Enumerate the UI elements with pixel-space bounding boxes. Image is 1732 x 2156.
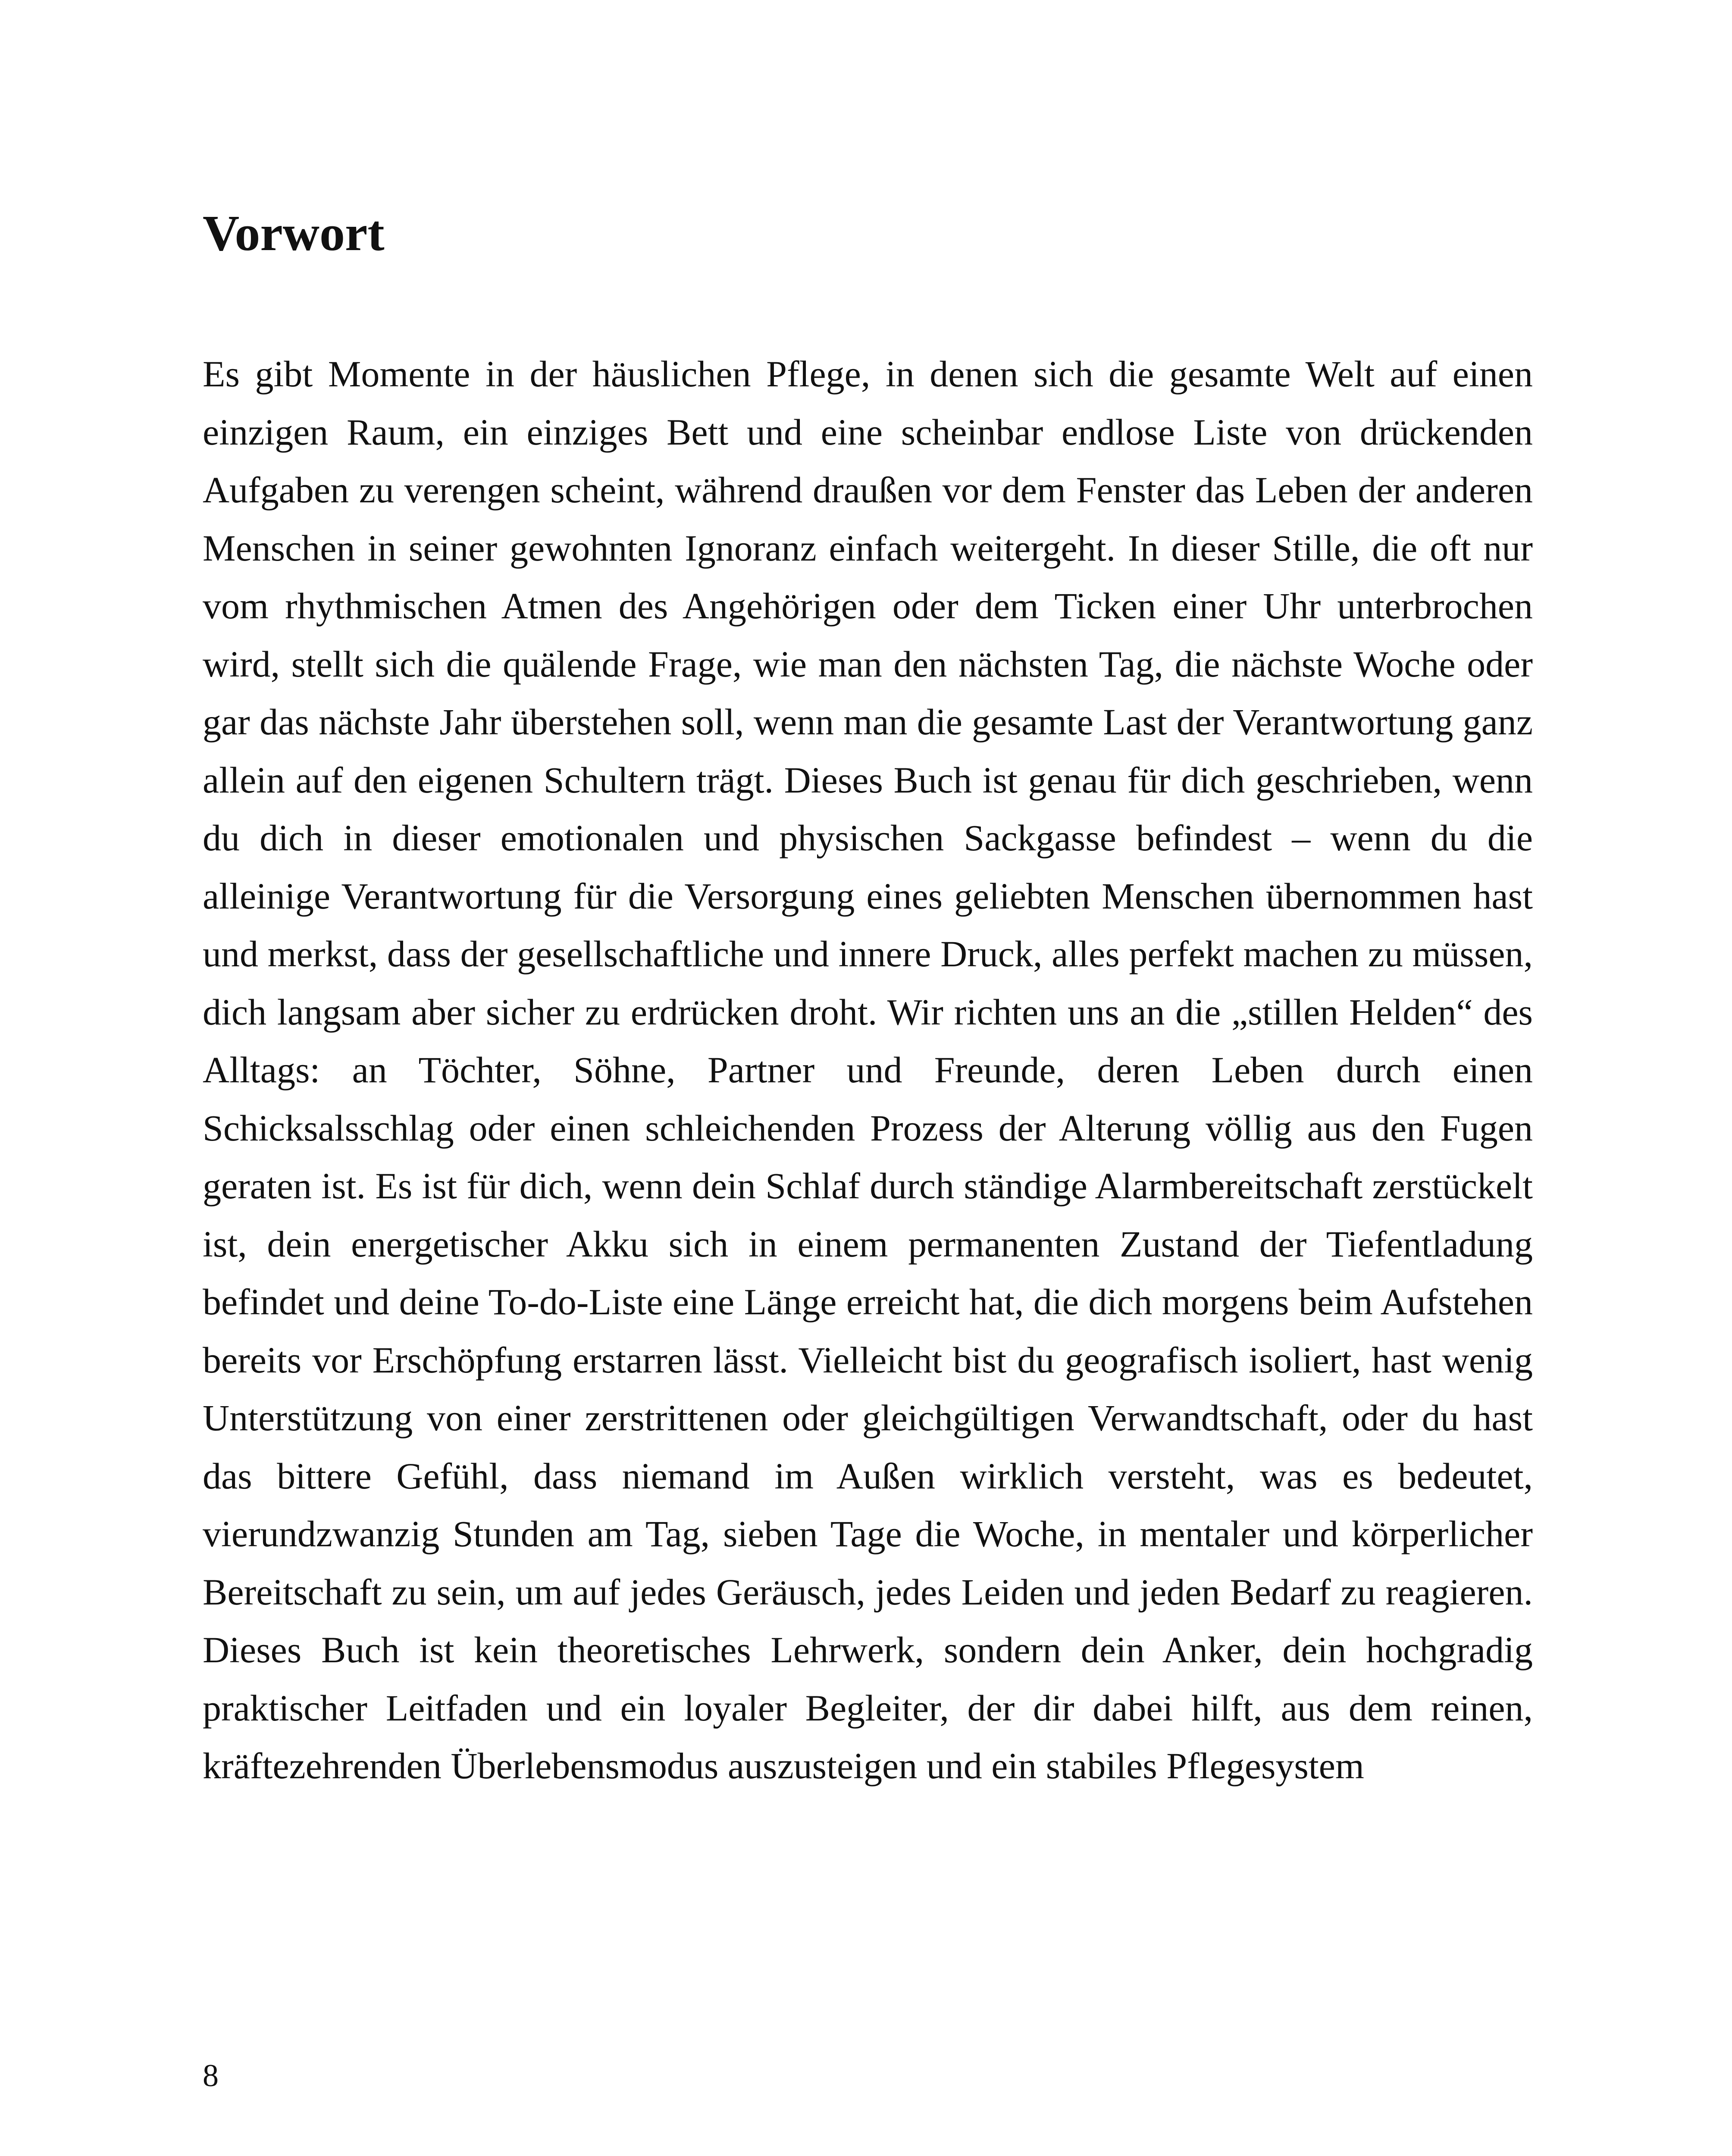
body-paragraph: Es gibt Momente in der häuslichen Pflege, in denen sich die gesamte Welt auf einen einzigen Raum, ein einziges Bett und eine scheinbar endlose Liste von drückenden Aufgaben zu verengen scheint, während draußen vor dem Fenster das Leben der anderen Menschen in seiner gewohnten Ignoranz einfach weitergeht. In dieser Stille, die oft nur vom rhythmischen Atmen des Angehörigen oder dem Ticken einer Uhr unterbrochen wird, stellt sich die quälende Frage, wie man den nächsten Tag, die nächste Woche oder gar das nächste Jahr überstehen soll, wenn man die gesamte Last der Verantwortung ganz allein auf den eigenen Schultern trägt. Dieses Buch ist genau für dich geschrieben, wenn du dich in dieser emotionalen und physischen Sackgasse befindest – wenn du die alleinige Verantwortung für die Versorgung eines geliebten Menschen übernommen hast und merkst, dass der gesellschaftliche und innere Druck, alles perfekt machen zu müssen, dich langsam aber sicher zu erdrücken droht. Wir richten uns an die „stillen Helden“ des Alltags: an Töchter, Söhne, Partner und Freunde, deren Leben durch einen Schicksalsschlag oder einen schleichenden Prozess der Alterung völlig aus den Fugen geraten ist. Es ist für dich, wenn dein Schlaf durch ständige Alarmbereitschaft zerstückelt ist, dein energetischer Akku sich in einem permanenten Zustand der Tiefentladung befindet und deine To-do-Liste eine Länge erreicht hat, die dich morgens beim Aufstehen bereits vor Erschöpfung erstarren lässt. Vielleicht bist du geografisch isoliert, hast wenig Unterstützung von einer zerstrittenen oder gleichgültigen Verwandtschaft, oder du hast das bittere Gefühl, dass niemand im Außen wirklich versteht, was es bedeutet, vierundzwanzig Stunden am Tag, sieben Tage die Woche, in mentaler und körperlicher Bereitschaft zu sein, um auf jedes Geräusch, jedes Leiden und jeden Bedarf zu reagieren. Dieses Buch ist kein theoretisches Lehrwerk, sondern dein Anker, dein hochgradig praktischer Leitfaden und ein loyaler Begleiter, der dir dabei hilft, aus dem reinen, kräftezehrenden Überlebensmodus auszusteigen und ein stabiles Pflegesystem bbox=[203, 353, 1533, 1786]
chapter-heading: Vorwort bbox=[203, 205, 385, 261]
page-number: 8 bbox=[203, 2058, 219, 2093]
